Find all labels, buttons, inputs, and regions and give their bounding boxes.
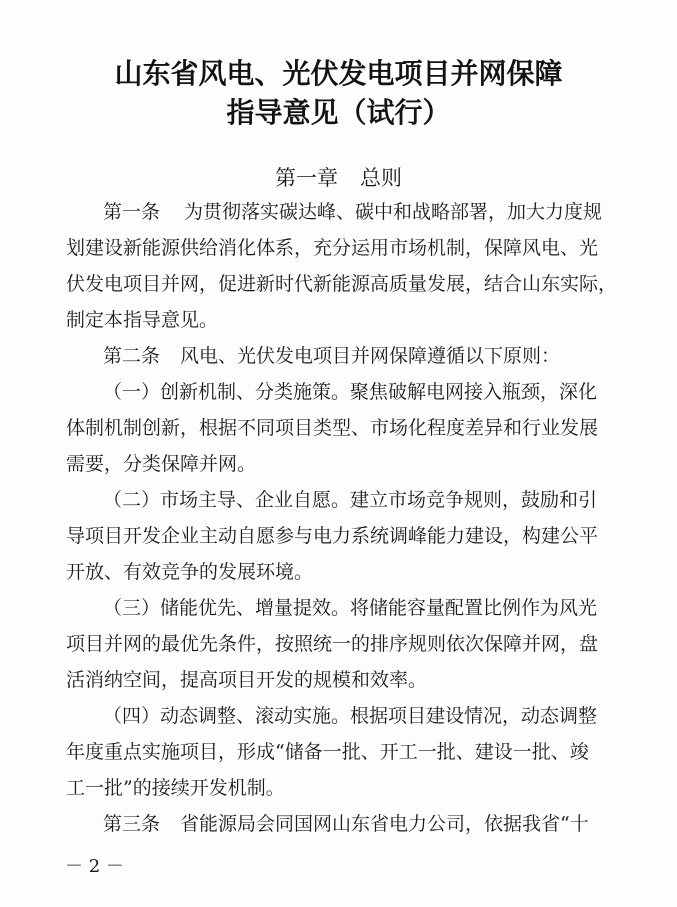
principle-4-line-3: 工一批”的接续开发机制。 [66,777,285,799]
chapter-heading [0,162,677,192]
principle-1-line-3: 需要，分类保障并网。 [66,453,257,475]
article-1-line-3: 伏发电项目并网，促进新时代新能源高质量发展，结合山东实际， [66,273,618,295]
principle-2-line-2: 导项目开发企业主动自愿参与电力系统调峰能力建设，构建公平 [66,525,599,547]
article-3-text: 省能源局会同国网山东省电力公司，依据我省“十 [180,813,589,835]
article-2-line-1 [103,344,560,368]
principle-2-line-1: （二）市场主导、企业自愿。建立市场竞争规则，鼓励和引 [103,489,598,511]
article-3-label: 第三条 [103,813,161,835]
article-2-text: 风电、光伏发电项目并网保障遵循以下原则： [180,345,561,367]
principle-1-line-2: 体制机制创新，根据不同项目类型、市场化程度差异和行业发展 [66,417,599,439]
article-1-label: 第一条 [103,201,161,223]
principle-3-line-1: （三）储能优先、增量提效。将储能容量配置比例作为风光 [103,597,598,619]
article-1-line-4: 制定本指导意见。 [66,309,219,331]
article-3-line-1 [103,812,589,836]
principle-3-line-3: 活消纳空间，提高项目开发的规模和效率。 [66,669,428,691]
document-title-line-2: 指导意见（试行） [226,96,451,129]
principle-3-line-2: 项目并网的最优先条件，按照统一的排序规则依次保障并网，盘 [66,633,599,655]
article-1-text-1: 为贯彻落实碳达峰、碳中和战略部署，加大力度规 [184,201,603,223]
article-2-label: 第二条 [103,345,161,367]
principle-4-line-2: 年度重点实施项目，形成“储备一批、开工一批、建设一批、竣 [66,741,589,763]
chapter-title: 总则 [360,166,402,190]
principle-2-line-3: 开放、有效竞争的发展环境。 [66,561,314,583]
principle-4-line-1: （四）动态调整、滚动实施。根据项目建设情况，动态调整 [103,705,598,727]
principle-1-line-1: （一）创新机制、分类施策。聚焦破解电网接入瓶颈，深化 [103,381,598,403]
article-1-line-2: 划建设新能源供给消化体系，充分运用市场机制，保障风电、光 [66,237,599,259]
article-1-line-1 [103,200,602,224]
chapter-number: 第一章 [275,166,338,190]
page-number: － 2 － [65,856,124,877]
document-title-line-1: 山东省风电、光伏发电项目并网保障 [114,57,563,90]
